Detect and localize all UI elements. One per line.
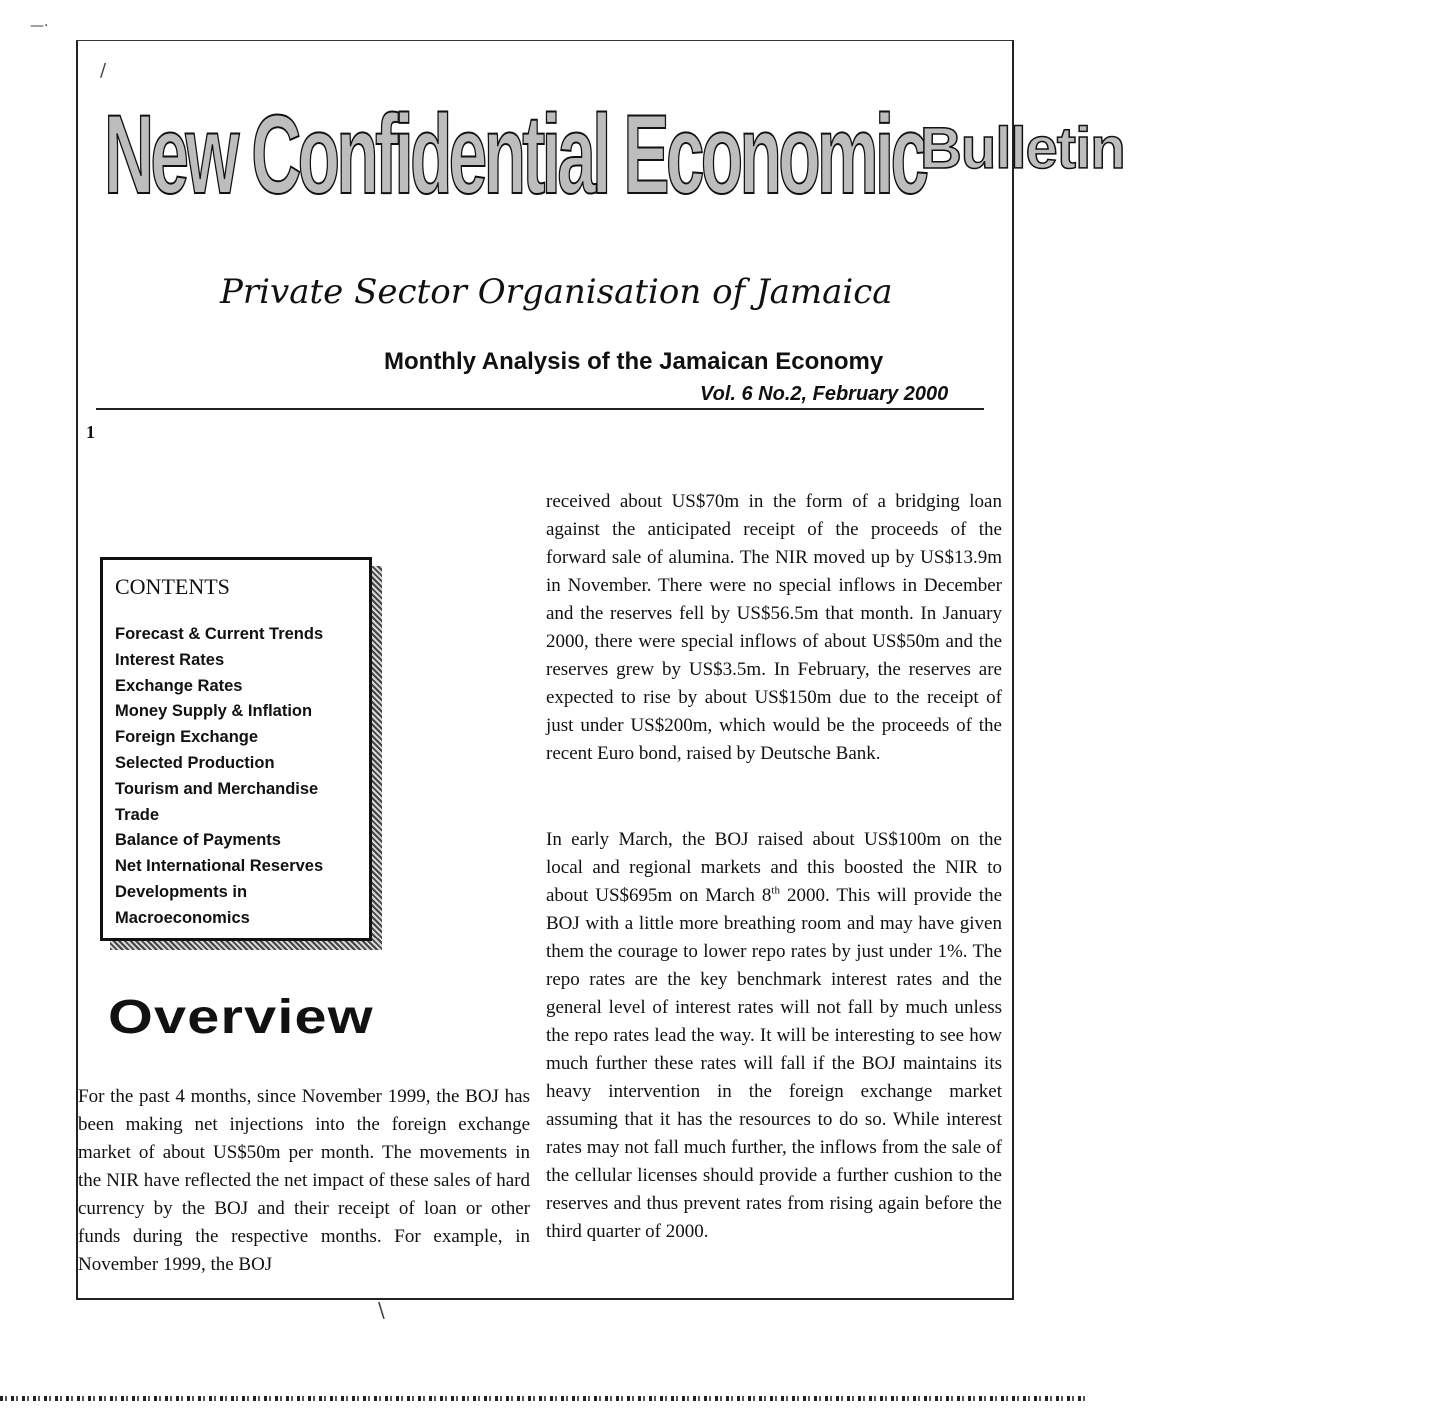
scan-artifact-line: [0, 1396, 1085, 1401]
contents-item: Developments in: [115, 882, 248, 901]
masthead: [104, 92, 1125, 217]
scan-mark: \: [378, 1298, 385, 1322]
contents-box: [100, 557, 372, 941]
contents-item: Macroeconomics: [115, 908, 250, 927]
publication-subtitle: Monthly Analysis of the Jamaican Economy: [384, 348, 884, 375]
masthead-title-end: Bulletin: [920, 116, 1125, 181]
body-paragraph-right-1: received about US$70m in the form of a bridging loan against the anticipated receipt of the proceeds of the forward sale of alumina. The NIR moved up by US$13.9m in November. There were no special inflows in December and the reserves fell by US$56.5m that month. In January 2000, there were special inflows of about US$50m and the reserves grew by US$3.5m. In February, the reserves are expected to rise by about US$150m due to the receipt of just under US$200m, which would be the proceeds of the recent Euro bond, raised by Deutsche Bank.: [546, 491, 1002, 764]
body-paragraph-left: For the past 4 months, since November 1999, the BOJ has been making net injections into the foreign exchange market of about US$50m per month. The movements in the NIR have reflected the net impact of these sales of hard currency by the BOJ and their receipt of loan or other funds during the respective months. For example, in November 1999, the BOJ: [78, 1086, 530, 1275]
contents-item: Selected Production: [115, 753, 275, 772]
contents-item: Trade: [115, 805, 160, 824]
page-number: 1: [86, 422, 95, 442]
scan-mark: —·: [30, 18, 49, 34]
overview-heading: Overview: [108, 991, 374, 1044]
scan-mark: /: [100, 60, 107, 81]
organisation-name: Private Sector Organisation of Jamaica: [220, 272, 893, 312]
ordinal-suffix: th: [771, 884, 780, 897]
paragraph-text: In early March, the BOJ raised about US$100m on the local and regional markets and this boosted the NIR to about US$695m on March 8: [546, 829, 1002, 906]
body-paragraph-right-2: [546, 826, 1002, 1246]
contents-item: Money Supply & Inflation: [115, 702, 313, 721]
contents-title: CONTENTS: [115, 574, 230, 599]
contents-list: [115, 622, 369, 932]
masthead-title: New Confidential Economic: [104, 92, 926, 217]
header-rule: [96, 408, 984, 410]
contents-item: Tourism and Merchandise: [115, 779, 319, 798]
contents-item: Balance of Payments: [115, 831, 281, 850]
issue-volume: Vol. 6 No.2, February 2000: [700, 383, 949, 405]
contents-item: Interest Rates: [115, 650, 225, 669]
contents-item: Foreign Exchange: [115, 728, 259, 747]
contents-item: Net International Reserves: [115, 857, 324, 876]
contents-item: Forecast & Current Trends: [115, 625, 324, 643]
paragraph-text: 2000. This will provide the BOJ with a little more breathing room and may have given them the courage to lower repo rates by just under 1%. The repo rates are the key benchmark interest rates and the general level of interest rates will not fall by much unless the repo rates lead the way. It will be interesting to see how much further these rates will fall if the BOJ maintains its heavy intervention in the foreign exchange market assuming that it has the resources to do so. While interest rates may not fall much further, the inflows from the sale of the cellular licenses should provide a further cushion to the reserves and thus prevent rates from rising again before the third quarter of 2000.: [546, 885, 1002, 1242]
contents-item: Exchange Rates: [115, 676, 243, 695]
